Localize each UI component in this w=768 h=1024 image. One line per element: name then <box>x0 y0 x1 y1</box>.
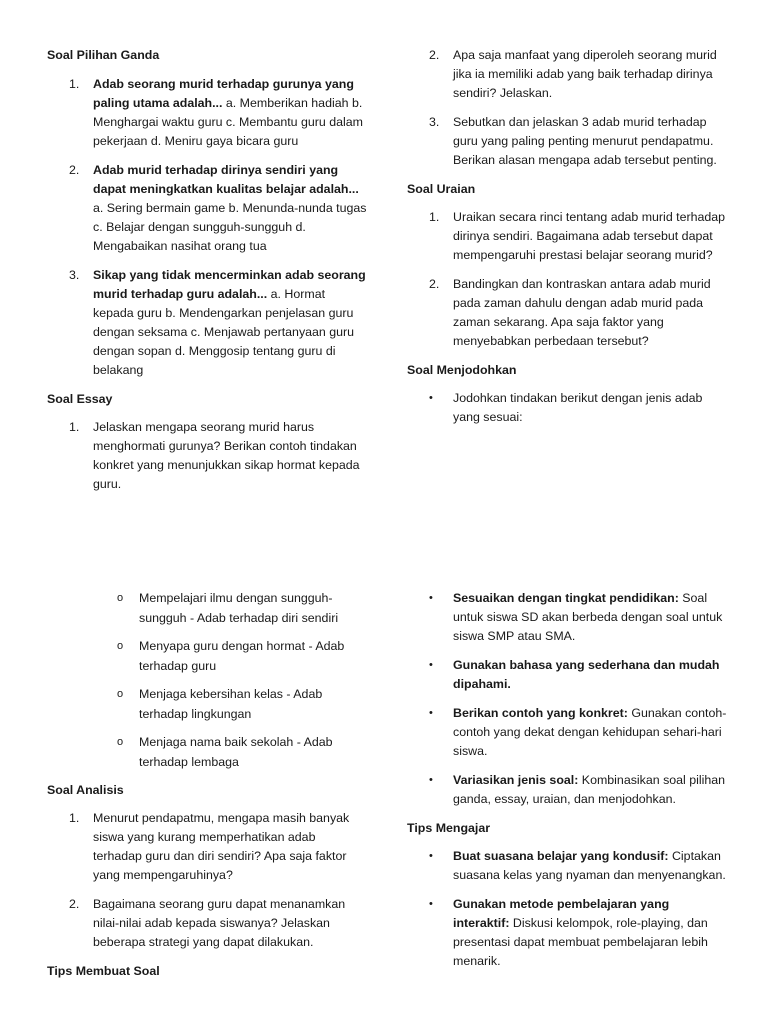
list-item <box>47 266 367 380</box>
matching-text: Mempelajari ilmu dengan sungguh-sungguh - Adab terhadap diri sendiri <box>139 591 339 625</box>
question-text: Apa saja manfaat yang diperoleh seorang murid jika ia memiliki adab yang baik terhadap dirinya sendiri? Jelaskan. <box>453 48 717 100</box>
list-item <box>407 895 727 971</box>
question-options: a. Memberikan hadiah b. Menghargai waktu guru c. Membantu guru dalam pekerjaan d. Meniru gaya bicara guru <box>93 96 363 148</box>
question-bold: Adab murid terhadap dirinya sendiri yang dapat meningkatkan kualitas belajar adalah... <box>93 163 359 196</box>
tip-text: Kombinasikan soal pilihan ganda, essay, uraian, dan menjodohkan. <box>453 773 726 806</box>
tip-text: Diskusi kelompok, role-playing, dan presentasi dapat membuat pembelajaran lebih menarik. <box>453 916 708 968</box>
pilihan-ganda-list <box>47 75 367 380</box>
uraian-list <box>407 208 727 351</box>
matching-item <box>47 637 367 676</box>
tip-bold: Gunakan metode pembelajaran yang interaktif: <box>453 897 670 930</box>
heading-essay: Soal Essay <box>47 392 113 406</box>
list-item <box>407 771 727 809</box>
item-number: 2. <box>69 163 80 177</box>
left-column-top <box>47 46 367 504</box>
bullet-icon: • <box>429 774 433 786</box>
list-item <box>407 389 727 427</box>
list-item <box>47 161 367 256</box>
tip-bold: Sesuaikan dengan tingkat pendidikan: <box>453 591 679 605</box>
tip-text: Ciptakan suasana kelas yang nyaman dan menyenangkan. <box>453 849 726 882</box>
item-number: 1. <box>69 811 80 825</box>
list-item <box>47 809 367 885</box>
question-text: Bandingkan dan kontraskan antara adab murid pada zaman dahulu dengan adab murid pada zaman sekarang. Apa saja faktor yang menyebabkan perbedaan tersebut? <box>453 277 711 348</box>
circle-bullet-icon: o <box>117 640 124 652</box>
matching-item <box>47 685 367 724</box>
bullet-icon: • <box>429 707 433 719</box>
circle-bullet-icon: o <box>117 592 124 604</box>
bullet-icon: • <box>429 392 433 404</box>
matching-text: Menjaga kebersihan kelas - Adab terhadap lingkungan <box>139 687 323 721</box>
question-text: Bagaimana seorang guru dapat menanamkan nilai-nilai adab kepada siswanya? Jelaskan beberapa strategi yang dapat dilakukan. <box>93 897 346 949</box>
list-item <box>407 275 727 351</box>
list-item <box>407 589 727 646</box>
list-item <box>47 418 367 494</box>
question-text: Menurut pendapatmu, mengapa masih banyak siswa yang kurang memperhatikan adab terhadap guru dan diri sendiri? Apa saja faktor yang mempengaruhinya? <box>93 811 350 882</box>
item-number: 3. <box>69 268 80 282</box>
heading-uraian: Soal Uraian <box>407 182 476 196</box>
question-text: Sebutkan dan jelaskan 3 adab murid terhadap guru yang paling penting menurut pendapatmu. Berikan alasan mengapa adab tersebut penting. <box>453 115 717 167</box>
item-number: 1. <box>429 210 440 224</box>
heading-tips-membuat-soal: Tips Membuat Soal <box>47 964 160 978</box>
left-column-bottom <box>47 589 367 980</box>
question-text: Jelaskan mengapa seorang murid harus menghormati gurunya? Berikan contoh tindakan konkret yang menunjukkan sikap hormat kepada guru. <box>93 420 360 491</box>
bullet-icon: • <box>429 659 433 671</box>
analisis-list <box>47 809 367 952</box>
matching-text: Menyapa guru dengan hormat - Adab terhadap guru <box>139 639 345 673</box>
heading-menjodohkan: Soal Menjodohkan <box>407 363 517 377</box>
item-number: 2. <box>69 897 80 911</box>
matching-text: Menjaga nama baik sekolah - Adab terhadap lembaga <box>139 735 333 769</box>
tip-bold: Berikan contoh yang konkret: <box>453 706 628 720</box>
list-item <box>407 208 727 265</box>
tip-text: Gunakan contoh-contoh yang dekat dengan kehidupan sehari-hari siswa. <box>453 706 727 758</box>
heading-analisis: Soal Analisis <box>47 783 124 797</box>
menjodohkan-list <box>407 389 727 427</box>
tips-membuat-soal-list <box>407 589 727 809</box>
bullet-icon: • <box>429 898 433 910</box>
circle-bullet-icon: o <box>117 688 124 700</box>
instruction-text: Jodohkan tindakan berikut dengan jenis adab yang sesuai: <box>453 391 703 424</box>
matching-item <box>47 733 367 772</box>
list-item <box>407 847 727 885</box>
item-number: 3. <box>429 115 440 129</box>
item-number: 2. <box>429 277 440 291</box>
heading-tips-mengajar: Tips Mengajar <box>407 821 491 835</box>
circle-bullet-icon: o <box>117 736 124 748</box>
bullet-icon: • <box>429 850 433 862</box>
heading-pilihan-ganda: Soal Pilihan Ganda <box>47 48 160 62</box>
question-text: Uraikan secara rinci tentang adab murid terhadap dirinya sendiri. Bagaimana adab tersebut dapat mempengaruhi prestasi belajar seorang murid? <box>453 210 726 262</box>
matching-pairs-list <box>47 589 367 772</box>
item-number: 1. <box>69 420 80 434</box>
item-number: 1. <box>69 77 80 91</box>
essay-list-continued <box>407 46 727 170</box>
list-item <box>407 656 727 694</box>
list-item <box>47 75 367 151</box>
question-options: a. Hormat kepada guru b. Mendengarkan penjelasan guru dengan seksama c. Menjawab pertanyaan guru dengan sopan d. Menggosip tentang guru di belakang <box>93 287 355 377</box>
list-item <box>47 895 367 952</box>
list-item <box>407 704 727 761</box>
question-options: a. Sering bermain game b. Menunda-nunda tugas c. Belajar dengan sungguh-sungguh d. Mengabaikan nasihat orang tua <box>93 201 367 253</box>
tip-bold: Variasikan jenis soal: <box>453 773 579 787</box>
list-item <box>407 46 727 103</box>
right-column-bottom <box>407 589 727 981</box>
list-item <box>407 113 727 170</box>
bullet-icon: • <box>429 592 433 604</box>
question-bold: Adab seorang murid terhadap gurunya yang paling utama adalah... <box>93 77 354 110</box>
item-number: 2. <box>429 48 440 62</box>
tip-text: Soal untuk siswa SD akan berbeda dengan soal untuk siswa SMP atau SMA. <box>453 591 723 643</box>
matching-item <box>47 589 367 628</box>
tip-bold: Buat suasana belajar yang kondusif: <box>453 849 669 863</box>
right-column-top <box>407 46 727 437</box>
tip-bold: Gunakan bahasa yang sederhana dan mudah dipahami. <box>453 658 720 691</box>
question-bold: Sikap yang tidak mencerminkan adab seorang murid terhadap guru adalah... <box>93 268 366 301</box>
essay-list <box>47 418 367 494</box>
tips-mengajar-list <box>407 847 727 971</box>
